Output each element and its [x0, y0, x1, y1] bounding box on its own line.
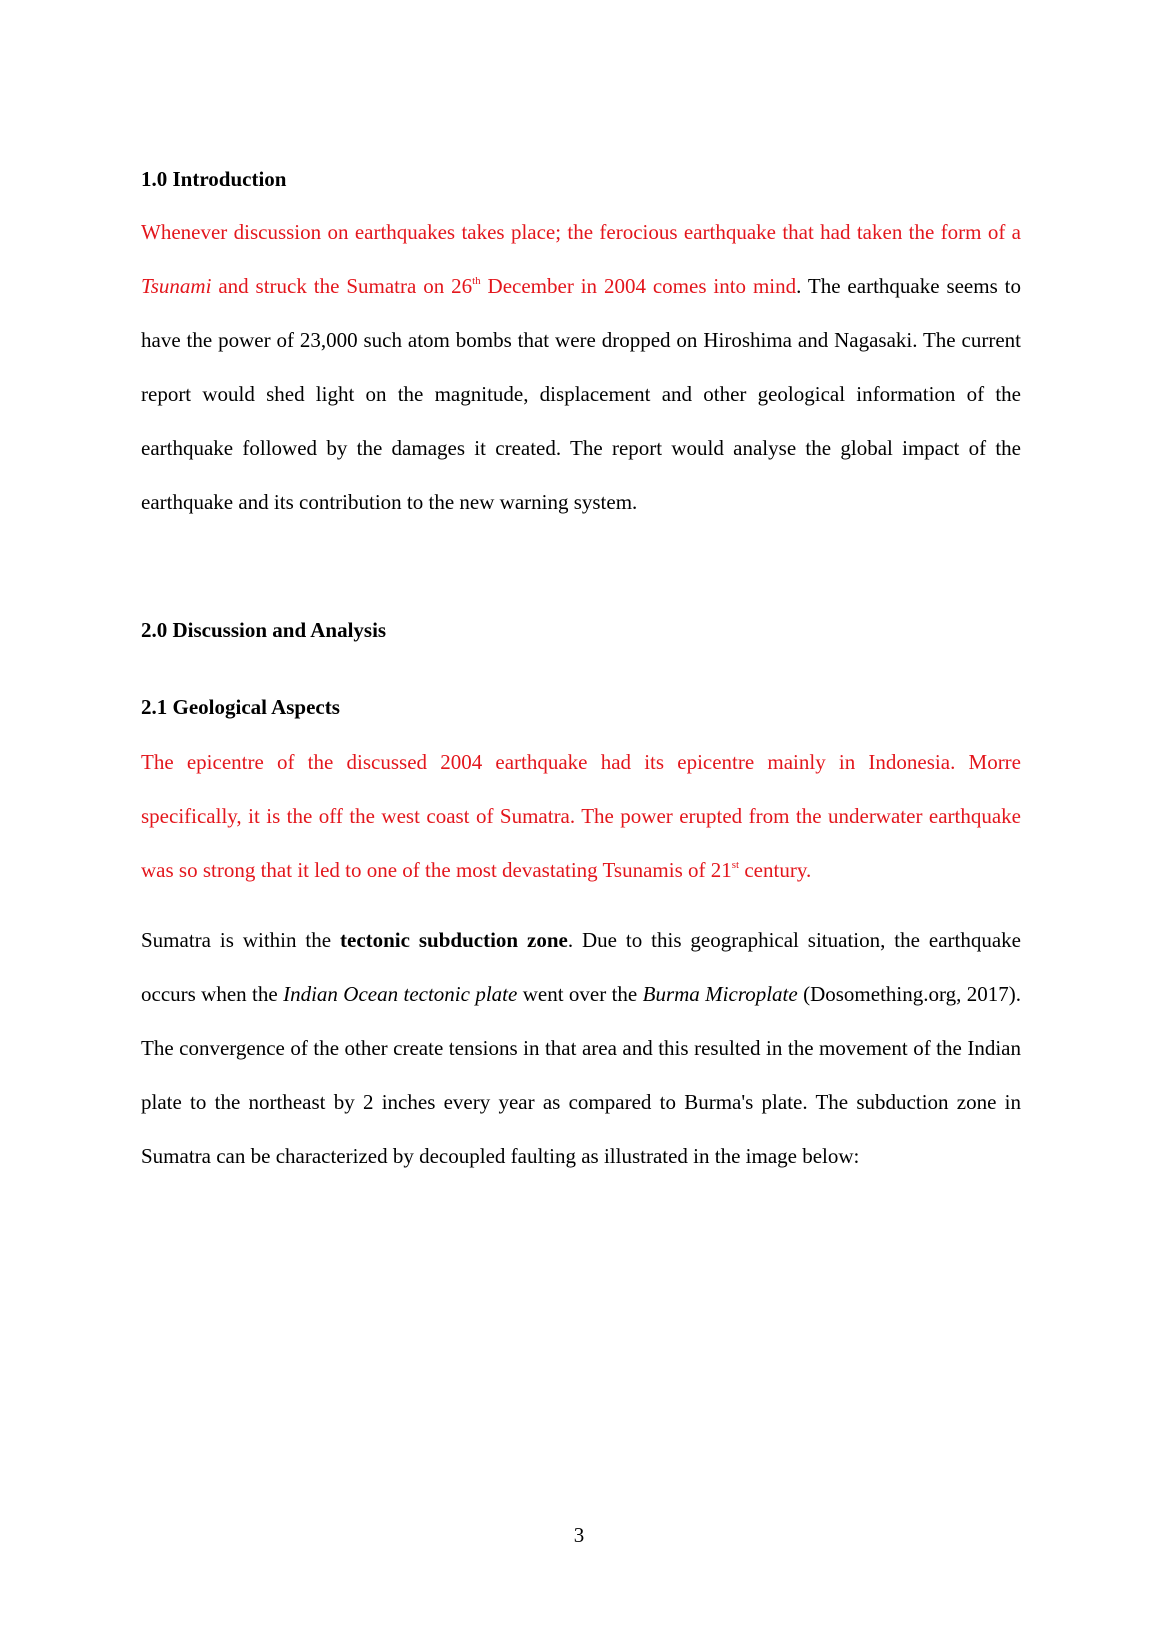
section-heading-introduction: 1.0 Introduction	[141, 167, 287, 191]
highlighted-text: The epicentre of the discussed 2004 earthquake had its epicentre mainly in Indonesia. Morre specifically, it is the off the west coast of Sumatra. The power erupted from the underwater earthquake was so strong that it led to one of the most devastating Tsunamis of 21	[141, 750, 1021, 882]
highlighted-text: December in 2004 comes into mind	[480, 274, 797, 298]
highlighted-italic-text: Tsunami	[141, 274, 212, 298]
bold-term: tectonic subduction zone	[340, 928, 568, 952]
ordinal-suffix: st	[731, 859, 740, 871]
italic-term: Burma Microplate	[642, 982, 798, 1006]
body-text: Sumatra is within the	[141, 928, 340, 952]
body-text: . The earthquake seems to have the power of 23,000 such atom bombs that were dropped on Hiroshima and Nagasaki. The current report would shed light on the magnitude, displacement and other geological information of the earthquake followed by the damages it created. The report would analyse the global impact of the earthquake and its contribution to the new warning system.	[141, 274, 1021, 514]
italic-term: Indian Ocean tectonic plate	[283, 982, 518, 1006]
ordinal-suffix: th	[472, 275, 481, 287]
body-text: (Dosomething.org, 2017). The convergence of the other create tensions in that area and this resulted in the movement of the Indian plate to the northeast by 2 inches every year as compared to Burma's plate. The subduction zone in Sumatra can be characterized by decoupled faulting as illustrated in the image below:	[141, 982, 1021, 1168]
highlighted-text: Whenever discussion on earthquakes takes place; the ferocious earthquake that had taken the form of a	[141, 220, 1021, 244]
body-text: . Due to this geographical situation, the earthquake occurs when the	[141, 928, 1021, 1006]
highlighted-text: and struck the Sumatra on 26	[211, 274, 473, 298]
section-heading-discussion: 2.0 Discussion and Analysis	[141, 618, 387, 642]
geological-paragraph-2	[141, 913, 1021, 1183]
geological-paragraph-1	[141, 735, 1021, 897]
introduction-paragraph	[141, 205, 1021, 529]
page-number: 3	[573, 1523, 585, 1547]
highlighted-text: century.	[739, 858, 812, 882]
body-text: went over the	[517, 982, 643, 1006]
section-heading-geological-aspects: 2.1 Geological Aspects	[141, 695, 340, 719]
